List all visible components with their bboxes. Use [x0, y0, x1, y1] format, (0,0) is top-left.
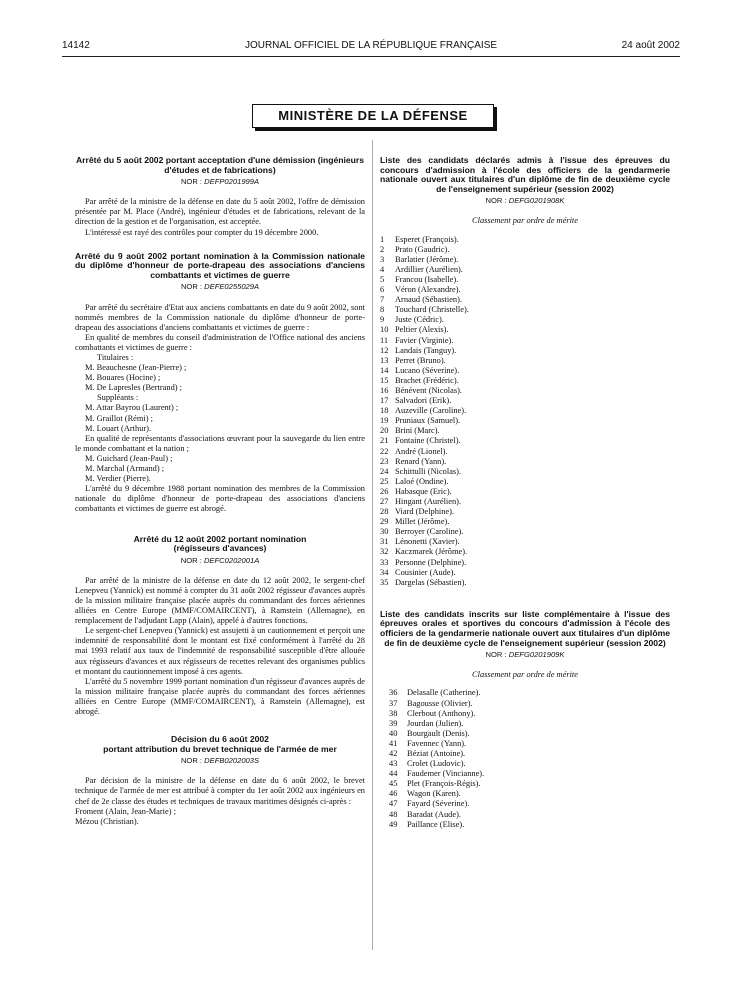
ranking-caption: Classement par ordre de mérite — [472, 216, 578, 226]
candidate-item — [380, 366, 670, 376]
candidate-item — [380, 336, 670, 346]
nor-reference — [75, 756, 365, 766]
page-header — [62, 40, 680, 54]
candidate-name: Arnaud (Sébastien). — [395, 295, 462, 305]
rank-number: 49 — [389, 819, 398, 829]
nor-code: DEFG0201909K — [508, 650, 565, 660]
article-title: Arrêté du 9 août 2002 portant nomination à la Commission nationale du diplôme d'honneur de porte-drapeau des associations d'anciens combattants et victimes de guerre — [75, 250, 365, 280]
rank-number: 23 — [380, 456, 389, 466]
member-name: M. Louart (Arthur). — [85, 423, 152, 433]
paragraph: Par arrêté de la ministre de la défense en date du 12 août 2002, le sergent-chef Lenepveu (Yannick) est nommé à compter du 31 août 2002 régisseur d'avances auprès de la mission militaire française placée auprès du commandant des forces aériennes alliées en Centre Europe (MMF/COMAIRCENT), à Ramstein (Allemagne), en remplacement de l'adjudant Lapp (Alain), appelé à d'autres fonctions. — [75, 575, 365, 626]
left-column — [75, 156, 365, 827]
article-title: Arrêté du 5 août 2002 portant acceptation d'une démission (ingénieurs d'études et de fabrications) — [75, 155, 365, 175]
candidate-name: Crolet (Ludovic). — [407, 759, 466, 769]
nor-code: DEFB0202003S — [204, 756, 260, 766]
nor-label: NOR : — [180, 177, 203, 187]
rank-number: 41 — [389, 738, 398, 748]
candidate-item — [380, 467, 670, 477]
candidate-item — [380, 426, 670, 436]
rank-number: 13 — [380, 355, 389, 365]
rank-number: 35 — [380, 577, 389, 587]
candidate-name: Bourgault (Denis). — [407, 728, 470, 738]
rank-number: 31 — [380, 537, 389, 547]
candidate-item — [380, 406, 670, 416]
admitted-list — [380, 235, 670, 588]
nor-label: NOR : — [485, 196, 507, 206]
candidate-name: Fayard (Séverine). — [407, 799, 470, 809]
candidate-name: Touchard (Christelle). — [395, 305, 469, 315]
candidate-item — [380, 265, 670, 275]
candidate-name: Lénonetti (Xavier). — [395, 537, 460, 547]
member-name: M. Verdier (Pierre). — [85, 474, 151, 484]
complementary-list — [380, 688, 670, 829]
member-name: M. Bouares (Hocine) ; — [85, 373, 161, 383]
titulaires-label: Titulaires : — [97, 353, 134, 362]
candidate-name: Dargelas (Sébastien). — [395, 577, 467, 587]
paragraph: En qualité de membres du conseil d'administration de l'Office national des anciens combattants et victimes de guerre : — [75, 332, 365, 352]
rank-number: 14 — [380, 365, 389, 375]
ministry-box: MINISTÈRE DE LA DÉFENSE — [252, 104, 494, 128]
candidate-name: Brachet (Frédéric). — [395, 375, 459, 385]
ranking-caption: Classement par ordre de mérite — [472, 670, 578, 680]
rank-number: 27 — [380, 497, 389, 506]
rank-number: 43 — [389, 759, 398, 769]
candidate-name: Cousinier (Aude). — [395, 567, 456, 577]
candidate-item — [380, 346, 670, 356]
member-name: M. De Lapresles (Bertrand) ; — [85, 383, 182, 393]
candidate-name: Véron (Alexandre). — [395, 285, 461, 295]
candidate-item — [380, 517, 670, 527]
candidate-item — [389, 739, 670, 749]
paragraph: Par arrêté du secrétaire d'Etat aux anciens combattants en date du 9 août 2002, sont nommés membres de la Commission nationale du diplôme d'honneur de porte-drapeau des associations d'anciens combattants et victimes de guerre : — [75, 302, 365, 332]
candidate-item — [389, 688, 670, 698]
candidate-name: Bénévent (Nicolas). — [395, 385, 462, 395]
candidate-item — [380, 235, 670, 245]
candidate-name: Clerbout (Anthony). — [407, 708, 476, 718]
paragraph: L'intéressé est rayé des contrôles pour compter du 19 décembre 2000. — [85, 227, 319, 237]
rank-number: 25 — [380, 476, 389, 486]
candidate-item — [380, 578, 670, 588]
rank-number: 12 — [380, 345, 389, 355]
candidate-item — [389, 820, 670, 830]
candidate-name: Prato (Gaudric). — [395, 244, 450, 254]
candidate-name: Plet (François-Régis). — [407, 779, 481, 789]
nor-reference — [75, 556, 365, 566]
paragraph: Par décision de la ministre de la défense en date du 6 août 2002, le brevet technique de l'armée de mer est attribué à compter du 1er août 2002 aux ingénieurs en chef de 2e classe des études et techniques de travaux maritimes désignés ci-après : — [75, 776, 365, 806]
candidate-name: Francou (Isabelle). — [395, 274, 459, 284]
member-name: M. Attar Bayrou (Laurent) ; — [85, 403, 179, 413]
nor-code: DEFC0202001A — [203, 555, 260, 565]
member-name: M. Graillot (Rémi) ; — [85, 413, 153, 423]
candidate-item — [380, 558, 670, 568]
member-name: M. Guichard (Jean-Paul) ; — [85, 453, 173, 463]
candidate-name: Viard (Delphine). — [395, 507, 455, 517]
candidate-item — [380, 527, 670, 537]
candidate-name: Bagousse (Olivier). — [407, 698, 473, 708]
candidate-item — [380, 568, 670, 578]
nor-reference — [75, 177, 365, 187]
nor-label: NOR : — [180, 756, 203, 766]
paragraph: L'arrêté du 9 décembre 1988 portant nomination des membres de la Commission nationale du diplôme d'honneur de porte-drapeau des associations d'anciens combattants et victimes de guerre est abrogé. — [75, 484, 365, 514]
candidate-name: Paillance (Elise). — [407, 819, 465, 829]
list-title: Liste des candidats inscrits sur liste complémentaire à l'issue des épreuves orales et sportives du concours d'admission à l'école des officiers de la gendarmerie nationale ouvert aux titulaires d'un diplôme de fin de deuxième cycle de l'enseignement supérieur (session 2002) — [380, 608, 670, 648]
rank-number: 40 — [389, 728, 398, 738]
candidate-item — [380, 436, 670, 446]
candidate-name: Brini (Marc). — [395, 426, 440, 436]
candidate-name: Faudemer (Vincianne). — [407, 769, 485, 779]
candidate-name: Kaczmarek (Jérôme). — [395, 547, 468, 557]
candidate-item — [389, 810, 670, 820]
rank-number: 22 — [380, 446, 389, 456]
rank-number: 29 — [380, 517, 389, 527]
article-title-line: Arrêté du 12 août 2002 portant nomination — [133, 533, 307, 544]
member-name: M. Beauchesne (Jean-Pierre) ; — [85, 363, 187, 373]
candidate-item — [380, 537, 670, 547]
candidate-item — [389, 729, 670, 739]
candidate-item — [380, 325, 670, 335]
candidate-item — [380, 295, 670, 305]
candidate-name: Habasque (Eric). — [395, 486, 452, 496]
rank-number: 9 — [380, 315, 385, 325]
paragraph: En qualité de représentants d'associations œuvrant pour la sauvegarde du lien entre le monde combattant et la nation ; — [75, 433, 365, 453]
header-rule — [62, 56, 680, 57]
candidate-item — [380, 487, 670, 497]
candidate-item — [389, 799, 670, 809]
rank-number: 38 — [389, 708, 398, 718]
rank-number: 16 — [380, 385, 389, 395]
candidate-name: Esperet (François). — [395, 234, 459, 244]
rank-number: 28 — [380, 507, 389, 517]
candidate-name: Hingant (Aurélien). — [395, 497, 462, 506]
candidate-name: Delasalle (Catherine). — [407, 688, 481, 698]
candidate-item — [380, 547, 670, 557]
article-title-line: (régisseurs d'avances) — [173, 543, 267, 554]
candidate-name: Lucano (Séverine). — [395, 365, 460, 375]
candidate-name: André (Lionel). — [395, 446, 448, 456]
rank-number: 6 — [380, 285, 385, 295]
rank-number: 10 — [380, 325, 389, 335]
rank-number: 3 — [380, 254, 385, 264]
rank-number: 20 — [380, 426, 389, 436]
candidate-item — [389, 769, 670, 779]
right-column — [380, 156, 670, 830]
candidate-name: Béziat (Antoine). — [407, 748, 466, 758]
rank-number: 34 — [380, 567, 389, 577]
candidate-item — [380, 396, 670, 406]
list-title: Liste des candidats déclarés admis à l'issue des épreuves du concours d'admission à l'école des officiers de la gendarmerie nationale ouvert aux titulaires d'un diplôme de fin de deuxième cycle de l'enseignement supérieur (session 2002) — [380, 155, 670, 194]
rank-number: 48 — [389, 809, 398, 819]
rank-number: 42 — [389, 748, 398, 758]
nor-code: DEFG0201908K — [508, 196, 565, 206]
rank-number: 19 — [380, 416, 389, 426]
candidate-item — [380, 416, 670, 426]
rank-number: 5 — [380, 274, 385, 284]
rank-number: 30 — [380, 527, 389, 537]
candidate-name: Millet (Jérôme). — [395, 517, 450, 527]
engineer-name: Mézou (Christian). — [75, 816, 139, 826]
column-divider — [372, 140, 373, 950]
candidate-name: Renard (Yann). — [395, 456, 447, 466]
candidate-item — [380, 356, 670, 366]
rank-number: 24 — [380, 466, 389, 476]
candidate-name: Auzeville (Caroline). — [395, 406, 467, 416]
rank-number: 44 — [389, 769, 398, 779]
rank-number: 11 — [380, 335, 389, 345]
rank-number: 45 — [389, 779, 398, 789]
candidate-name: Fontaine (Christel). — [395, 436, 461, 446]
candidate-item — [389, 719, 670, 729]
candidate-item — [389, 779, 670, 789]
candidate-item — [380, 255, 670, 265]
rank-number: 15 — [380, 375, 389, 385]
candidate-name: Berroyer (Caroline). — [395, 527, 464, 537]
candidate-item — [380, 386, 670, 396]
nor-code: DEFP0201999A — [204, 177, 260, 187]
article-title-line: Décision du 6 août 2002 — [171, 734, 269, 745]
nor-reference — [380, 650, 670, 660]
rank-number: 36 — [389, 688, 398, 698]
engineer-name: Froment (Alain, Jean-Marie) ; — [75, 806, 176, 816]
candidate-item — [380, 305, 670, 315]
candidate-name: Salvadori (Erik). — [395, 396, 452, 406]
rank-number: 4 — [380, 264, 385, 274]
rank-number: 47 — [389, 799, 398, 809]
nor-reference — [380, 196, 670, 206]
candidate-item — [380, 275, 670, 285]
candidate-item — [380, 477, 670, 487]
candidate-item — [380, 315, 670, 325]
candidate-name: Perret (Bruno). — [395, 355, 446, 365]
rank-number: 17 — [380, 396, 389, 406]
candidate-name: Ardillier (Aurélien). — [395, 264, 463, 274]
candidate-name: Wagon (Karen). — [407, 789, 461, 799]
candidate-item — [380, 285, 670, 295]
nor-label: NOR : — [180, 282, 203, 292]
candidate-item — [389, 759, 670, 769]
nor-label: NOR : — [485, 650, 507, 660]
candidate-name: Laloé (Ondine). — [395, 476, 449, 486]
candidate-item — [380, 447, 670, 457]
rank-number: 46 — [389, 789, 398, 799]
candidate-name: Juste (Cédric). — [395, 315, 444, 325]
candidate-item — [380, 457, 670, 467]
page-number: 14142 — [62, 40, 90, 51]
rank-number: 37 — [389, 698, 398, 708]
rank-number: 2 — [380, 244, 385, 254]
candidate-item — [389, 709, 670, 719]
rank-number: 33 — [380, 557, 389, 567]
rank-number: 1 — [380, 234, 385, 244]
article-title-line: portant attribution du brevet technique de l'armée de mer — [103, 743, 337, 754]
candidate-item — [380, 507, 670, 517]
candidate-name: Baradat (Aude). — [407, 809, 461, 819]
candidate-name: Favennec (Yann). — [407, 738, 467, 748]
candidate-name: Jourdan (Julien). — [407, 718, 464, 728]
nor-label: NOR : — [180, 555, 202, 565]
candidate-name: Schittulli (Nicolas). — [395, 466, 462, 476]
rank-number: 8 — [380, 305, 385, 315]
rank-number: 21 — [380, 436, 389, 446]
nor-code: DEFE0255029A — [204, 282, 260, 292]
candidate-name: Favier (Virginie). — [395, 335, 454, 345]
candidate-item — [380, 497, 670, 507]
rank-number: 26 — [380, 486, 389, 496]
paragraph: Le sergent-chef Lenepveu (Yannick) est assujetti à un cautionnement et perçoit une indemnité de responsabilité dont le montant est fixé conformément à l'arrêté du 28 mai 1993 relatif aux taux de l'indemnité de responsabilité susceptible d'être allouée aux régisseurs d'avances et aux régisseurs de recettes relevant des organismes publics et montant du cautionnement imposé à ces agents. — [75, 626, 365, 676]
candidate-name: Personne (Delphine). — [395, 557, 467, 567]
candidate-item — [389, 789, 670, 799]
rank-number: 7 — [380, 295, 385, 305]
suppleants-label: Suppléants : — [97, 393, 139, 403]
issue-date: 24 août 2002 — [621, 40, 680, 51]
candidate-name: Peltier (Alexis). — [395, 325, 449, 335]
nor-reference — [75, 282, 365, 292]
paragraph: L'arrêté du 5 novembre 1999 portant nomination d'un régisseur d'avances auprès de la mission militaire française placée auprès du commandant des forces aériennes alliées en Centre Europe (MMF/COMAIRCENT), à Ramstein (Allemagne), est abrogé. — [75, 676, 365, 716]
rank-number: 18 — [380, 406, 389, 416]
candidate-name: Barlatier (Jérôme). — [395, 254, 459, 264]
candidate-item — [380, 376, 670, 386]
rank-number: 32 — [380, 547, 389, 557]
candidate-item — [389, 749, 670, 759]
paragraph: Par arrêté de la ministre de la défense en date du 5 août 2002, l'offre de démission présentée par M. Place (André), ingénieur d'études et de fabrications, relevant de la direction de la gestion et de l'organisation, est acceptée. — [75, 197, 365, 227]
journal-title: JOURNAL OFFICIEL DE LA RÉPUBLIQUE FRANÇAISE — [244, 40, 498, 51]
rank-number: 39 — [389, 718, 398, 728]
candidate-item — [389, 699, 670, 709]
candidate-item — [380, 245, 670, 255]
candidate-name: Pruniaux (Samuel). — [395, 416, 461, 426]
member-name: M. Marchal (Armand) ; — [85, 464, 165, 474]
candidate-name: Landais (Tanguy). — [395, 345, 457, 355]
